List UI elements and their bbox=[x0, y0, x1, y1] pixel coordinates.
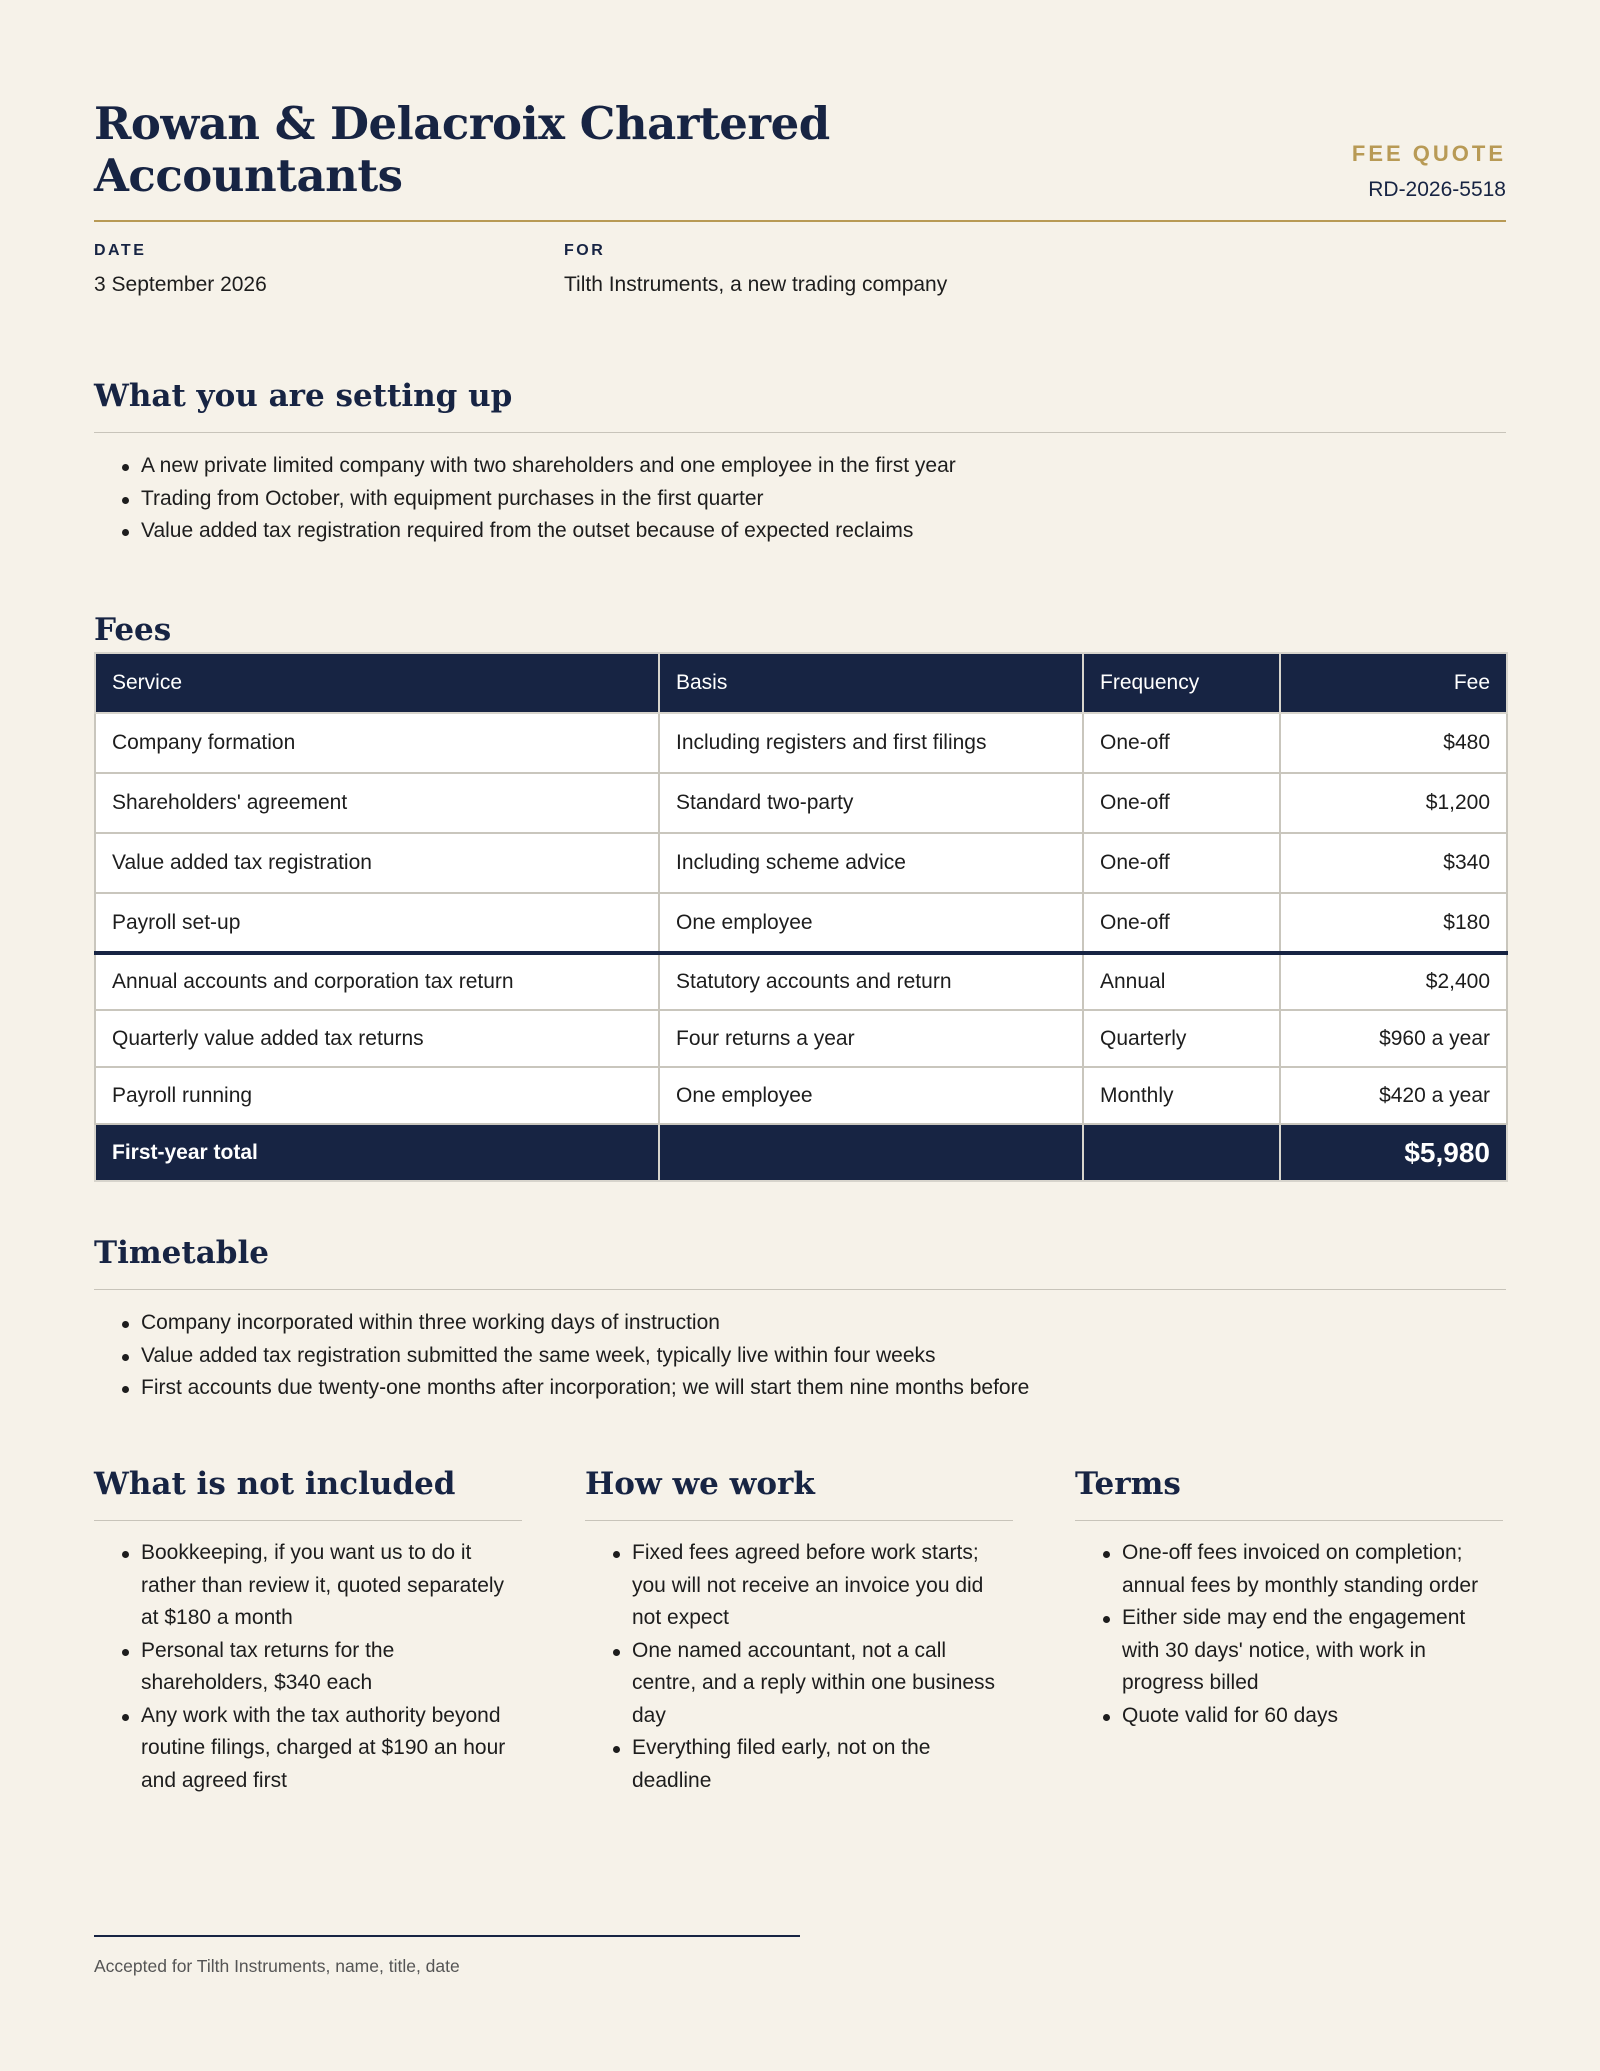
service-cell: Quarterly value added tax returns bbox=[95, 1010, 659, 1067]
basis-cell: Four returns a year bbox=[659, 1010, 1083, 1067]
section-title-setup: What you are setting up bbox=[94, 378, 513, 414]
section-title-how-we-work: How we work bbox=[585, 1466, 815, 1502]
table-row bbox=[95, 953, 1507, 1010]
fee-cell: $480 bbox=[1280, 713, 1507, 773]
fee-quote-document bbox=[94, 0, 1506, 1976]
list-item: Quote valid for 60 days bbox=[1075, 1700, 1506, 1733]
service-cell: Shareholders' agreement bbox=[95, 773, 659, 833]
table-row bbox=[95, 713, 1507, 773]
list-item: Any work with the tax authority beyond routine filings, charged at $190 an hour and agreed first bbox=[94, 1700, 522, 1798]
list-item: Company incorporated within three working days of instruction bbox=[94, 1307, 1506, 1340]
quote-meta bbox=[94, 222, 1506, 302]
quote-reference: RD-2026-5518 bbox=[1368, 178, 1506, 201]
fee-cell: $180 bbox=[1280, 893, 1507, 953]
section-divider bbox=[585, 1520, 1013, 1521]
section-divider bbox=[1075, 1520, 1503, 1521]
table-row bbox=[95, 1010, 1507, 1067]
table-row bbox=[95, 773, 1507, 833]
list-item: Trading from October, with equipment purchases in the first quarter bbox=[94, 483, 1506, 516]
frequency-cell: Monthly bbox=[1083, 1067, 1280, 1124]
list-item: Personal tax returns for the shareholders, $340 each bbox=[94, 1635, 522, 1700]
terms-section bbox=[1075, 1466, 1506, 1732]
fees-table bbox=[94, 652, 1508, 1182]
section-divider bbox=[94, 1289, 1506, 1290]
terms-list bbox=[1075, 1537, 1506, 1732]
list-item: Either side may end the engagement with 30 days' notice, with work in progress billed bbox=[1075, 1602, 1506, 1700]
fee-cell: $960 a year bbox=[1280, 1010, 1507, 1067]
frequency-cell: Annual bbox=[1083, 953, 1280, 1010]
table-header-row bbox=[95, 653, 1507, 713]
basis-cell: Including scheme advice bbox=[659, 833, 1083, 893]
setup-section bbox=[94, 378, 1506, 548]
frequency-cell: One-off bbox=[1083, 833, 1280, 893]
service-cell: Annual accounts and corporation tax return bbox=[95, 953, 659, 1010]
service-cell: Payroll set-up bbox=[95, 893, 659, 953]
section-title-timetable: Timetable bbox=[94, 1235, 269, 1271]
list-item: Everything filed early, not on the deadline bbox=[585, 1732, 1013, 1797]
total-value: $5,980 bbox=[1280, 1124, 1507, 1181]
document-type-label: FEE QUOTE bbox=[1351, 141, 1506, 166]
not-included-section bbox=[94, 1466, 522, 1797]
section-divider bbox=[94, 1520, 522, 1521]
date-block bbox=[94, 242, 267, 297]
setup-list bbox=[94, 450, 1506, 548]
signature-caption: Accepted for Tilth Instruments, name, title, date bbox=[94, 1956, 460, 1976]
table-row bbox=[95, 833, 1507, 893]
list-item: One named accountant, not a call centre, and a reply within one business day bbox=[585, 1635, 1013, 1733]
section-title-fees: Fees bbox=[94, 612, 172, 648]
not-included-list bbox=[94, 1537, 522, 1797]
list-item: Value added tax registration required from the outset because of expected reclaims bbox=[94, 515, 1506, 548]
basis-cell: Including registers and first filings bbox=[659, 713, 1083, 773]
column-header-frequency: Frequency bbox=[1083, 653, 1280, 713]
frequency-cell: Quarterly bbox=[1083, 1010, 1280, 1067]
timetable-section bbox=[94, 1235, 1506, 1405]
total-label: First-year total bbox=[95, 1124, 659, 1181]
frequency-cell: One-off bbox=[1083, 893, 1280, 953]
client-value: Tilth Instruments, a new trading company bbox=[564, 273, 948, 296]
how-we-work-section bbox=[585, 1466, 1013, 1797]
fee-cell: $420 a year bbox=[1280, 1067, 1507, 1124]
column-header-fee: Fee bbox=[1280, 653, 1507, 713]
service-cell: Payroll running bbox=[95, 1067, 659, 1124]
empty-cell bbox=[1083, 1124, 1280, 1181]
fee-cell: $2,400 bbox=[1280, 953, 1507, 1010]
frequency-cell: One-off bbox=[1083, 713, 1280, 773]
client-block bbox=[564, 242, 947, 297]
list-item: Bookkeeping, if you want us to do it rather than review it, quoted separately at $180 a month bbox=[94, 1537, 522, 1635]
timetable-list bbox=[94, 1307, 1506, 1405]
service-cell: Value added tax registration bbox=[95, 833, 659, 893]
fee-cell: $1,200 bbox=[1280, 773, 1507, 833]
list-item: First accounts due twenty-one months after incorporation; we will start them nine months before bbox=[94, 1372, 1506, 1405]
basis-cell: One employee bbox=[659, 893, 1083, 953]
table-row bbox=[95, 893, 1507, 953]
date-label: DATE bbox=[94, 242, 147, 259]
service-cell: Company formation bbox=[95, 713, 659, 773]
firm-name: Rowan & Delacroix Chartered Accountants bbox=[94, 97, 830, 202]
list-item: Value added tax registration submitted the same week, typically live within four weeks bbox=[94, 1340, 1506, 1373]
empty-cell bbox=[659, 1124, 1083, 1181]
column-header-service: Service bbox=[95, 653, 659, 713]
table-row bbox=[95, 1067, 1507, 1124]
frequency-cell: One-off bbox=[1083, 773, 1280, 833]
section-title-not-included: What is not included bbox=[94, 1466, 456, 1502]
basis-cell: Standard two-party bbox=[659, 773, 1083, 833]
section-divider bbox=[94, 432, 1506, 433]
client-label: FOR bbox=[564, 242, 606, 259]
basis-cell: Statutory accounts and return bbox=[659, 953, 1083, 1010]
section-title-terms: Terms bbox=[1075, 1466, 1181, 1502]
document-header bbox=[94, 0, 1506, 222]
column-header-basis: Basis bbox=[659, 653, 1083, 713]
how-we-work-list bbox=[585, 1537, 1013, 1797]
fee-cell: $340 bbox=[1280, 833, 1507, 893]
basis-cell: One employee bbox=[659, 1067, 1083, 1124]
total-row bbox=[95, 1124, 1507, 1181]
list-item: A new private limited company with two shareholders and one employee in the first year bbox=[94, 450, 1506, 483]
list-item: One-off fees invoiced on completion; annual fees by monthly standing order bbox=[1075, 1537, 1506, 1602]
date-value: 3 September 2026 bbox=[94, 273, 267, 296]
signature-line[interactable] bbox=[94, 1935, 800, 1937]
list-item: Fixed fees agreed before work starts; you will not receive an invoice you did not expect bbox=[585, 1537, 1013, 1635]
